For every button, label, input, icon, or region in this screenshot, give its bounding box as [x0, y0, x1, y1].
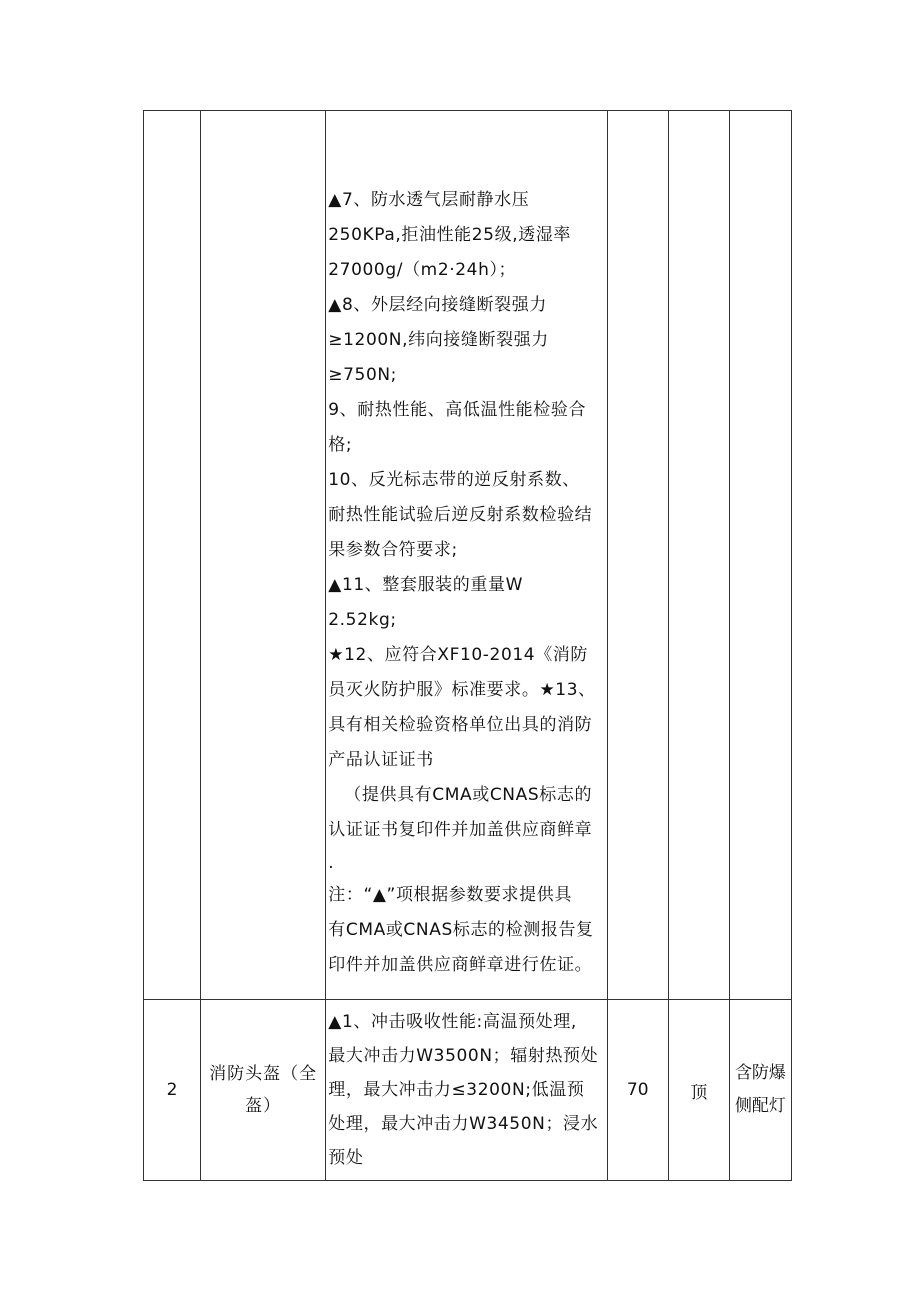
unit-cell [668, 111, 729, 1000]
item-name-line: 盔） [245, 1096, 282, 1116]
spec-line: 耐热性能试验后逆反射系数检验结 [328, 505, 593, 525]
spec-line: ▲11、整套服装的重量W [328, 575, 523, 595]
spec-line: ▲8、外层经向接缝断裂强力 [328, 295, 547, 315]
item-number: 2 [144, 1000, 201, 1181]
spec-line: 250KPa,拒油性能25级,透湿率 [328, 225, 572, 245]
spec-line: 9、耐热性能、高低温性能检验合 [328, 400, 587, 420]
spec-line: 员灭火防护服》标准要求。★13、 [328, 680, 596, 700]
table-row-continuation [144, 111, 792, 1000]
spec-line: 10、反光标志带的逆反射系数、 [328, 470, 580, 490]
item-note-line: 含防爆 [734, 1063, 786, 1083]
spec-line: 认证证书复印件并加盖供应商鲜章 [328, 820, 593, 840]
spec-line: . [328, 853, 335, 873]
spec-line: 具有相关检验资格单位出具的消防 [328, 715, 593, 735]
spec-line: （提供具有CMA或CNAS标志的 [344, 785, 593, 805]
spec-line: 最大冲击力W3500N；辐射热预处 [328, 1046, 599, 1066]
spec-cell [326, 111, 607, 1000]
item-quantity: 70 [607, 1000, 668, 1181]
spec-table [143, 110, 792, 1181]
item-name-line: 消防头盔（全 [209, 1064, 318, 1084]
spec-line: 2.52kg; [328, 610, 397, 630]
spec-line: ≥750N; [328, 365, 398, 385]
spec-line: ≥1200N,纬向接缝断裂强力 [328, 330, 549, 350]
item-note-line: 侧配灯 [734, 1096, 786, 1116]
table-row-item-2 [144, 1000, 792, 1181]
no-cell [144, 111, 201, 1000]
spec-line: 格; [328, 435, 353, 455]
item-spec-cell [326, 1000, 607, 1181]
spec-line: 理，最大冲击力≤3200N;低温预 [328, 1080, 585, 1100]
spec-line: 27000g/（m2·24h）； [328, 260, 517, 280]
item-note-cell [729, 1000, 791, 1181]
spec-line: 印件并加盖供应商鲜章进行佐证。 [328, 955, 593, 975]
item-name-cell [201, 1000, 326, 1181]
note-cell [729, 111, 791, 1000]
spec-line: ★12、应符合XF10-2014《消防 [328, 645, 588, 665]
spec-line: 注：“▲”项根据参数要求提供具 [328, 885, 572, 905]
spec-line: 预处 [328, 1148, 364, 1168]
spec-line: 产品认证证书 [328, 750, 434, 770]
item-spec-text [326, 1005, 606, 1175]
spec-line: 果参数合符要求; [328, 540, 458, 560]
spec-text [326, 111, 606, 983]
spec-line: ▲1、冲击吸收性能:高温预处理, [328, 1012, 577, 1032]
name-cell [201, 111, 326, 1000]
qty-cell [607, 111, 668, 1000]
spec-line: ▲7、防水透气层耐静水压 [328, 190, 530, 210]
spec-line: 处理，最大冲击力W3450N；浸水 [328, 1114, 599, 1134]
item-name [201, 1058, 325, 1122]
item-note [730, 1057, 791, 1123]
item-unit: 顶 [668, 1000, 729, 1181]
spec-line: 有CMA或CNAS标志的检测报告复 [328, 920, 594, 940]
